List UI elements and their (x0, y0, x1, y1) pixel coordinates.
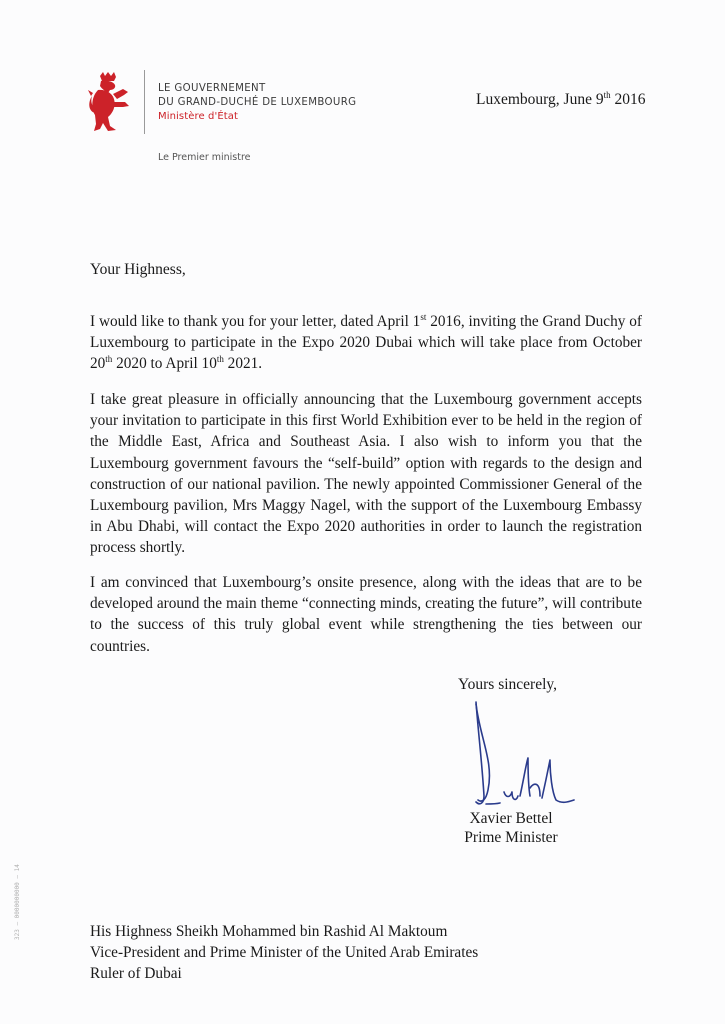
signer-name: Xavier Bettel (469, 810, 553, 827)
paragraph-3: I am convinced that Luxembourg’s onsite presence, along with the ideas that are to be developed around the main theme “connecting minds, creating the future”, will contribute to the success of this truly global event while strengthening the ties between our countries. (90, 574, 642, 655)
addressee-line-3: Ruler of Dubai (90, 965, 182, 982)
paragraph-2: I take great pleasure in officially announcing that the Luxembourg government accepts your invitation to participate in this first World Exhibition ever to be held in the region of the Middle East, Africa and Southeast Asia. I also wish to inform you that the Luxembourg government favours the “self-build” option with regards to the design and construction of our national pavilion. The newly appointed Commissioner General of the Luxembourg pavilion, Mrs Maggy Nagel, with the support of the Luxembourg Embassy in Abu Dhabi, will contact the Expo 2020 authorities in order to launch the registration process shortly. (90, 391, 642, 557)
handwritten-signature (470, 700, 576, 812)
date-sup: th (603, 90, 611, 100)
letterhead-line-2: DU GRAND-DUCHÉ DE LUXEMBOURG (158, 97, 357, 108)
paragraph-1 (90, 311, 642, 375)
date-prefix: Luxembourg, June 9 (476, 91, 604, 108)
letterhead-title (158, 82, 356, 124)
salutation: Your Highness, (90, 261, 186, 278)
p1-sup-2: th (105, 354, 113, 365)
signer-title: Prime Minister (464, 829, 558, 846)
addressee-line-2: Vice-President and Prime Minister of the United Arab Emirates (90, 944, 479, 961)
p1-b: 2016, inviting the Grand Duchy of Luxembourg to participate in the Expo 2020 Dubai which will take place from October 20 (90, 313, 642, 373)
letterhead-line-1: LE GOUVERNEMENT (158, 83, 266, 94)
closing: Yours sincerely, (458, 676, 558, 693)
p1-d: 2021. (223, 355, 263, 373)
p1-sup-3: th (216, 354, 224, 365)
date-suffix: 2016 (610, 91, 646, 108)
margin-reference-code: 323 ‒ 0000000000 ‒ 14 (14, 864, 21, 940)
p1-c: 2020 to April 10 (112, 355, 217, 373)
p1-sup-1: st (420, 312, 427, 322)
addressee-block (90, 921, 478, 984)
letterhead-divider (144, 70, 145, 134)
red-lion-crest-icon (86, 72, 132, 134)
letterhead-office: Le Premier ministre (158, 152, 251, 163)
letter-date (476, 91, 645, 109)
p1-a: I would like to thank you for your letter, dated April 1 (90, 313, 421, 330)
addressee-line-1: His Highness Sheikh Mohammed bin Rashid Al Maktoum (90, 923, 448, 940)
letterhead-ministry: Ministère d'État (158, 111, 239, 122)
